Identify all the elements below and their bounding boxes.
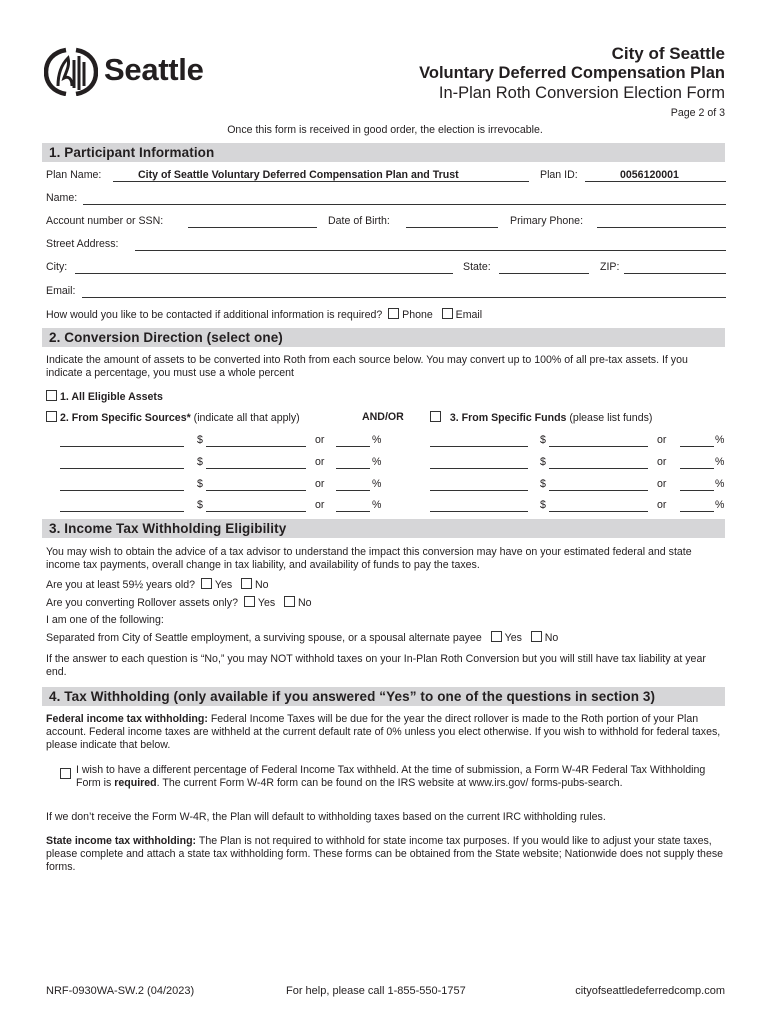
contact-phone-label: Phone xyxy=(402,309,433,321)
federal-withholding xyxy=(46,713,726,752)
source-percent-sign: % xyxy=(372,478,382,490)
source-or-label: or xyxy=(315,499,325,511)
logo-wordmark: Seattle xyxy=(104,52,204,87)
dob-label: Date of Birth: xyxy=(328,215,390,227)
fund-amount-field[interactable] xyxy=(549,490,648,491)
fund-percent-field[interactable] xyxy=(680,446,714,447)
plan-name-label: Plan Name: xyxy=(46,169,102,181)
contact-email-checkbox[interactable] xyxy=(442,308,453,319)
contact-question xyxy=(46,308,482,322)
fund-name-field[interactable] xyxy=(430,490,528,491)
dob-field[interactable] xyxy=(406,227,498,228)
source-percent-sign: % xyxy=(372,456,382,468)
source-percent-field[interactable] xyxy=(336,490,370,491)
source-dollar-sign: $ xyxy=(197,434,203,446)
street-label: Street Address: xyxy=(46,238,119,250)
zip-field[interactable] xyxy=(624,273,726,274)
separated-no-checkbox[interactable] xyxy=(531,631,542,642)
street-field[interactable] xyxy=(135,250,726,251)
option-all-eligible-label: 1. All Eligible Assets xyxy=(60,391,163,403)
fund-amount-field[interactable] xyxy=(549,511,648,512)
phone-field[interactable] xyxy=(597,227,726,228)
w4r-checkbox[interactable] xyxy=(60,765,74,783)
fund-percent-field[interactable] xyxy=(680,511,714,512)
seattle-logo xyxy=(44,46,234,96)
section-1-title: 1. Participant Information xyxy=(49,145,215,160)
section-2-title: 2. Conversion Direction (select one) xyxy=(49,330,283,345)
fund-percent-field[interactable] xyxy=(680,468,714,469)
fund-dollar-sign: $ xyxy=(540,434,546,446)
footer-website[interactable]: cityofseattledeferredcomp.com xyxy=(575,985,725,997)
source-amount-field[interactable] xyxy=(206,490,306,491)
fund-dollar-sign: $ xyxy=(540,478,546,490)
source-dollar-sign: $ xyxy=(197,499,203,511)
separated-yes-checkbox[interactable] xyxy=(491,631,502,642)
w4r-required: required xyxy=(114,777,157,789)
name-label: Name: xyxy=(46,192,78,204)
option-all-eligible xyxy=(46,390,163,404)
andor-label: AND/OR xyxy=(362,411,404,423)
question-age-text: Are you at least 59½ years old? xyxy=(46,579,195,591)
federal-withholding-label: Federal income tax withholding: xyxy=(46,713,208,725)
source-name-field[interactable] xyxy=(60,511,184,512)
w4r-text-a: I wish to have a different percentage of Federal Income Tax withheld. At the time of submission, a Form W-4R Federal Tax Withholding Form is xyxy=(76,764,706,789)
age-no-label: No xyxy=(255,579,269,591)
state-label: State: xyxy=(463,261,491,273)
fund-percent-sign: % xyxy=(715,456,725,468)
option-specific-funds-checkbox[interactable] xyxy=(430,411,441,422)
zip-label: ZIP: xyxy=(600,261,620,273)
rollover-yes-checkbox[interactable] xyxy=(244,596,255,607)
fund-percent-sign: % xyxy=(715,478,725,490)
fund-dollar-sign: $ xyxy=(540,499,546,511)
plan-name-value: City of Seattle Voluntary Deferred Compensation Plan and Trust xyxy=(138,169,459,181)
footer-help: For help, please call 1-855-550-1757 xyxy=(286,985,466,997)
fund-name-field[interactable] xyxy=(430,446,528,447)
question-separated xyxy=(46,631,558,645)
question-rollover xyxy=(46,596,312,610)
email-field[interactable] xyxy=(82,297,726,298)
source-name-field[interactable] xyxy=(60,468,184,469)
name-field[interactable] xyxy=(83,204,726,205)
fund-or-label: or xyxy=(657,434,667,446)
fund-percent-sign: % xyxy=(715,499,725,511)
age-yes-label: Yes xyxy=(214,579,233,591)
source-percent-sign: % xyxy=(372,434,382,446)
rollover-no-label: No xyxy=(298,597,312,609)
section-3-title: 3. Income Tax Withholding Eligibility xyxy=(49,521,287,536)
fund-name-field[interactable] xyxy=(430,468,528,469)
state-field[interactable] xyxy=(499,273,589,274)
city-field[interactable] xyxy=(75,273,453,274)
fund-dollar-sign: $ xyxy=(540,456,546,468)
source-percent-field[interactable] xyxy=(336,511,370,512)
option-all-eligible-checkbox[interactable] xyxy=(46,390,57,401)
source-amount-field[interactable] xyxy=(206,468,306,469)
question-rollover-text: Are you converting Rollover assets only? xyxy=(46,597,238,609)
source-name-field[interactable] xyxy=(60,490,184,491)
source-percent-field[interactable] xyxy=(336,446,370,447)
header-form-title: In-Plan Roth Conversion Election Form xyxy=(438,84,725,102)
option-specific-sources-checkbox[interactable] xyxy=(46,411,57,422)
source-or-label: or xyxy=(315,434,325,446)
fund-or-label: or xyxy=(657,499,667,511)
email-label: Email: xyxy=(46,285,76,297)
option-specific-funds xyxy=(430,411,652,425)
section-3-header xyxy=(42,519,725,538)
default-withholding-note: If we don’t receive the Form W-4R, the Plan will default to withholding taxes based on the current IRC withholding rules. xyxy=(46,811,606,823)
section-2-intro: Indicate the amount of assets to be converted into Roth from each source below. You may convert up to 100% of all pre-tax assets. If you indicate a percentage, you must use a whole percent xyxy=(46,354,688,379)
irrevocable-notice: Once this form is received in good order, the election is irrevocable. xyxy=(227,124,543,136)
phone-label: Primary Phone: xyxy=(510,215,584,227)
fund-amount-field[interactable] xyxy=(549,446,648,447)
city-seal-icon xyxy=(44,46,98,96)
w4r-checkbox-box[interactable] xyxy=(60,768,71,779)
w4r-text-b: . The current Form W-4R form can be found on the IRS website at www.irs.gov/ forms-pubs-search. xyxy=(156,777,623,789)
plan-id-value: 0056120001 xyxy=(620,169,679,181)
fund-or-label: or xyxy=(657,478,667,490)
option-specific-funds-hint: (please list funds) xyxy=(566,412,653,424)
section-3-intro: You may wish to obtain the advice of a tax advisor to understand the impact this conversion may have on your estimated federal and state income tax payments, overall change in tax liability, and availability of funds to pay the taxes. xyxy=(46,546,692,571)
section-1-header xyxy=(42,143,725,162)
header-plan: Voluntary Deferred Compensation Plan xyxy=(419,64,725,82)
option-specific-sources-label: 2. From Specific Sources* xyxy=(60,412,191,424)
fund-amount-field[interactable] xyxy=(549,468,648,469)
header-org: City of Seattle xyxy=(611,44,725,63)
fund-percent-sign: % xyxy=(715,434,725,446)
federal-withholding-text: Federal Income Taxes will be due for the year the direct rollover is made to the Roth portion of your Plan account. Federal income taxes are withheld at the current default rate of 0% unless you elect otherwise. If you wish to withhold for federal taxes, please indicate that below. xyxy=(46,713,721,751)
source-percent-sign: % xyxy=(372,499,382,511)
source-dollar-sign: $ xyxy=(197,478,203,490)
contact-question-text: How would you like to be contacted if additional information is required? xyxy=(46,309,383,321)
source-or-label: or xyxy=(315,478,325,490)
question-following: I am one of the following: xyxy=(46,614,164,626)
w4r-option xyxy=(76,764,726,790)
option-specific-funds-label: 3. From Specific Funds xyxy=(449,412,567,424)
state-withholding xyxy=(46,835,726,874)
age-no-checkbox[interactable] xyxy=(241,578,252,589)
account-label: Account number or SSN: xyxy=(46,215,164,227)
separated-yes-label: Yes xyxy=(504,632,522,644)
source-amount-field[interactable] xyxy=(206,446,306,447)
state-withholding-text: The Plan is not required to withhold for state income tax purposes. If you would like to adjust your state taxes, please complete and attach a state tax withholding form. These forms can be obtained from the State website; Nationwide does not supply these forms. xyxy=(46,835,724,873)
source-dollar-sign: $ xyxy=(197,456,203,468)
account-field[interactable] xyxy=(188,227,317,228)
section-2-header xyxy=(42,328,725,347)
source-amount-field[interactable] xyxy=(206,511,306,512)
contact-phone-checkbox[interactable] xyxy=(388,308,399,319)
plan-id-label: Plan ID: xyxy=(540,169,578,181)
separated-no-label: No xyxy=(544,632,559,644)
source-percent-field[interactable] xyxy=(336,468,370,469)
fund-percent-field[interactable] xyxy=(680,490,714,491)
contact-email-label: Email xyxy=(455,309,483,321)
rollover-no-checkbox[interactable] xyxy=(284,596,295,607)
option-specific-sources-hint: (indicate all that apply) xyxy=(190,412,300,424)
option-specific-sources xyxy=(46,411,300,425)
source-or-label: or xyxy=(315,456,325,468)
section-4-header xyxy=(42,687,725,706)
question-age xyxy=(46,578,269,592)
page-number: Page 2 of 3 xyxy=(670,107,725,119)
section-3-note: If the answer to each question is “No,” you may NOT withhold taxes on your In-Plan Roth Conversion but you will still have tax liability at year end. xyxy=(46,653,706,678)
section-4-title: 4. Tax Withholding (only available if you answered “Yes” to one of the questions in section 3) xyxy=(49,689,656,704)
fund-name-field[interactable] xyxy=(430,511,528,512)
city-label: City: xyxy=(46,261,68,273)
source-name-field[interactable] xyxy=(60,446,184,447)
footer-form-id: NRF-0930WA-SW.2 (04/2023) xyxy=(46,985,195,997)
fund-or-label: or xyxy=(657,456,667,468)
question-separated-text: Separated from City of Seattle employment, a surviving spouse, or a spousal alternate payee xyxy=(46,632,482,644)
age-yes-checkbox[interactable] xyxy=(201,578,212,589)
state-withholding-label: State income tax withholding: xyxy=(46,835,197,847)
rollover-yes-label: Yes xyxy=(257,597,276,609)
